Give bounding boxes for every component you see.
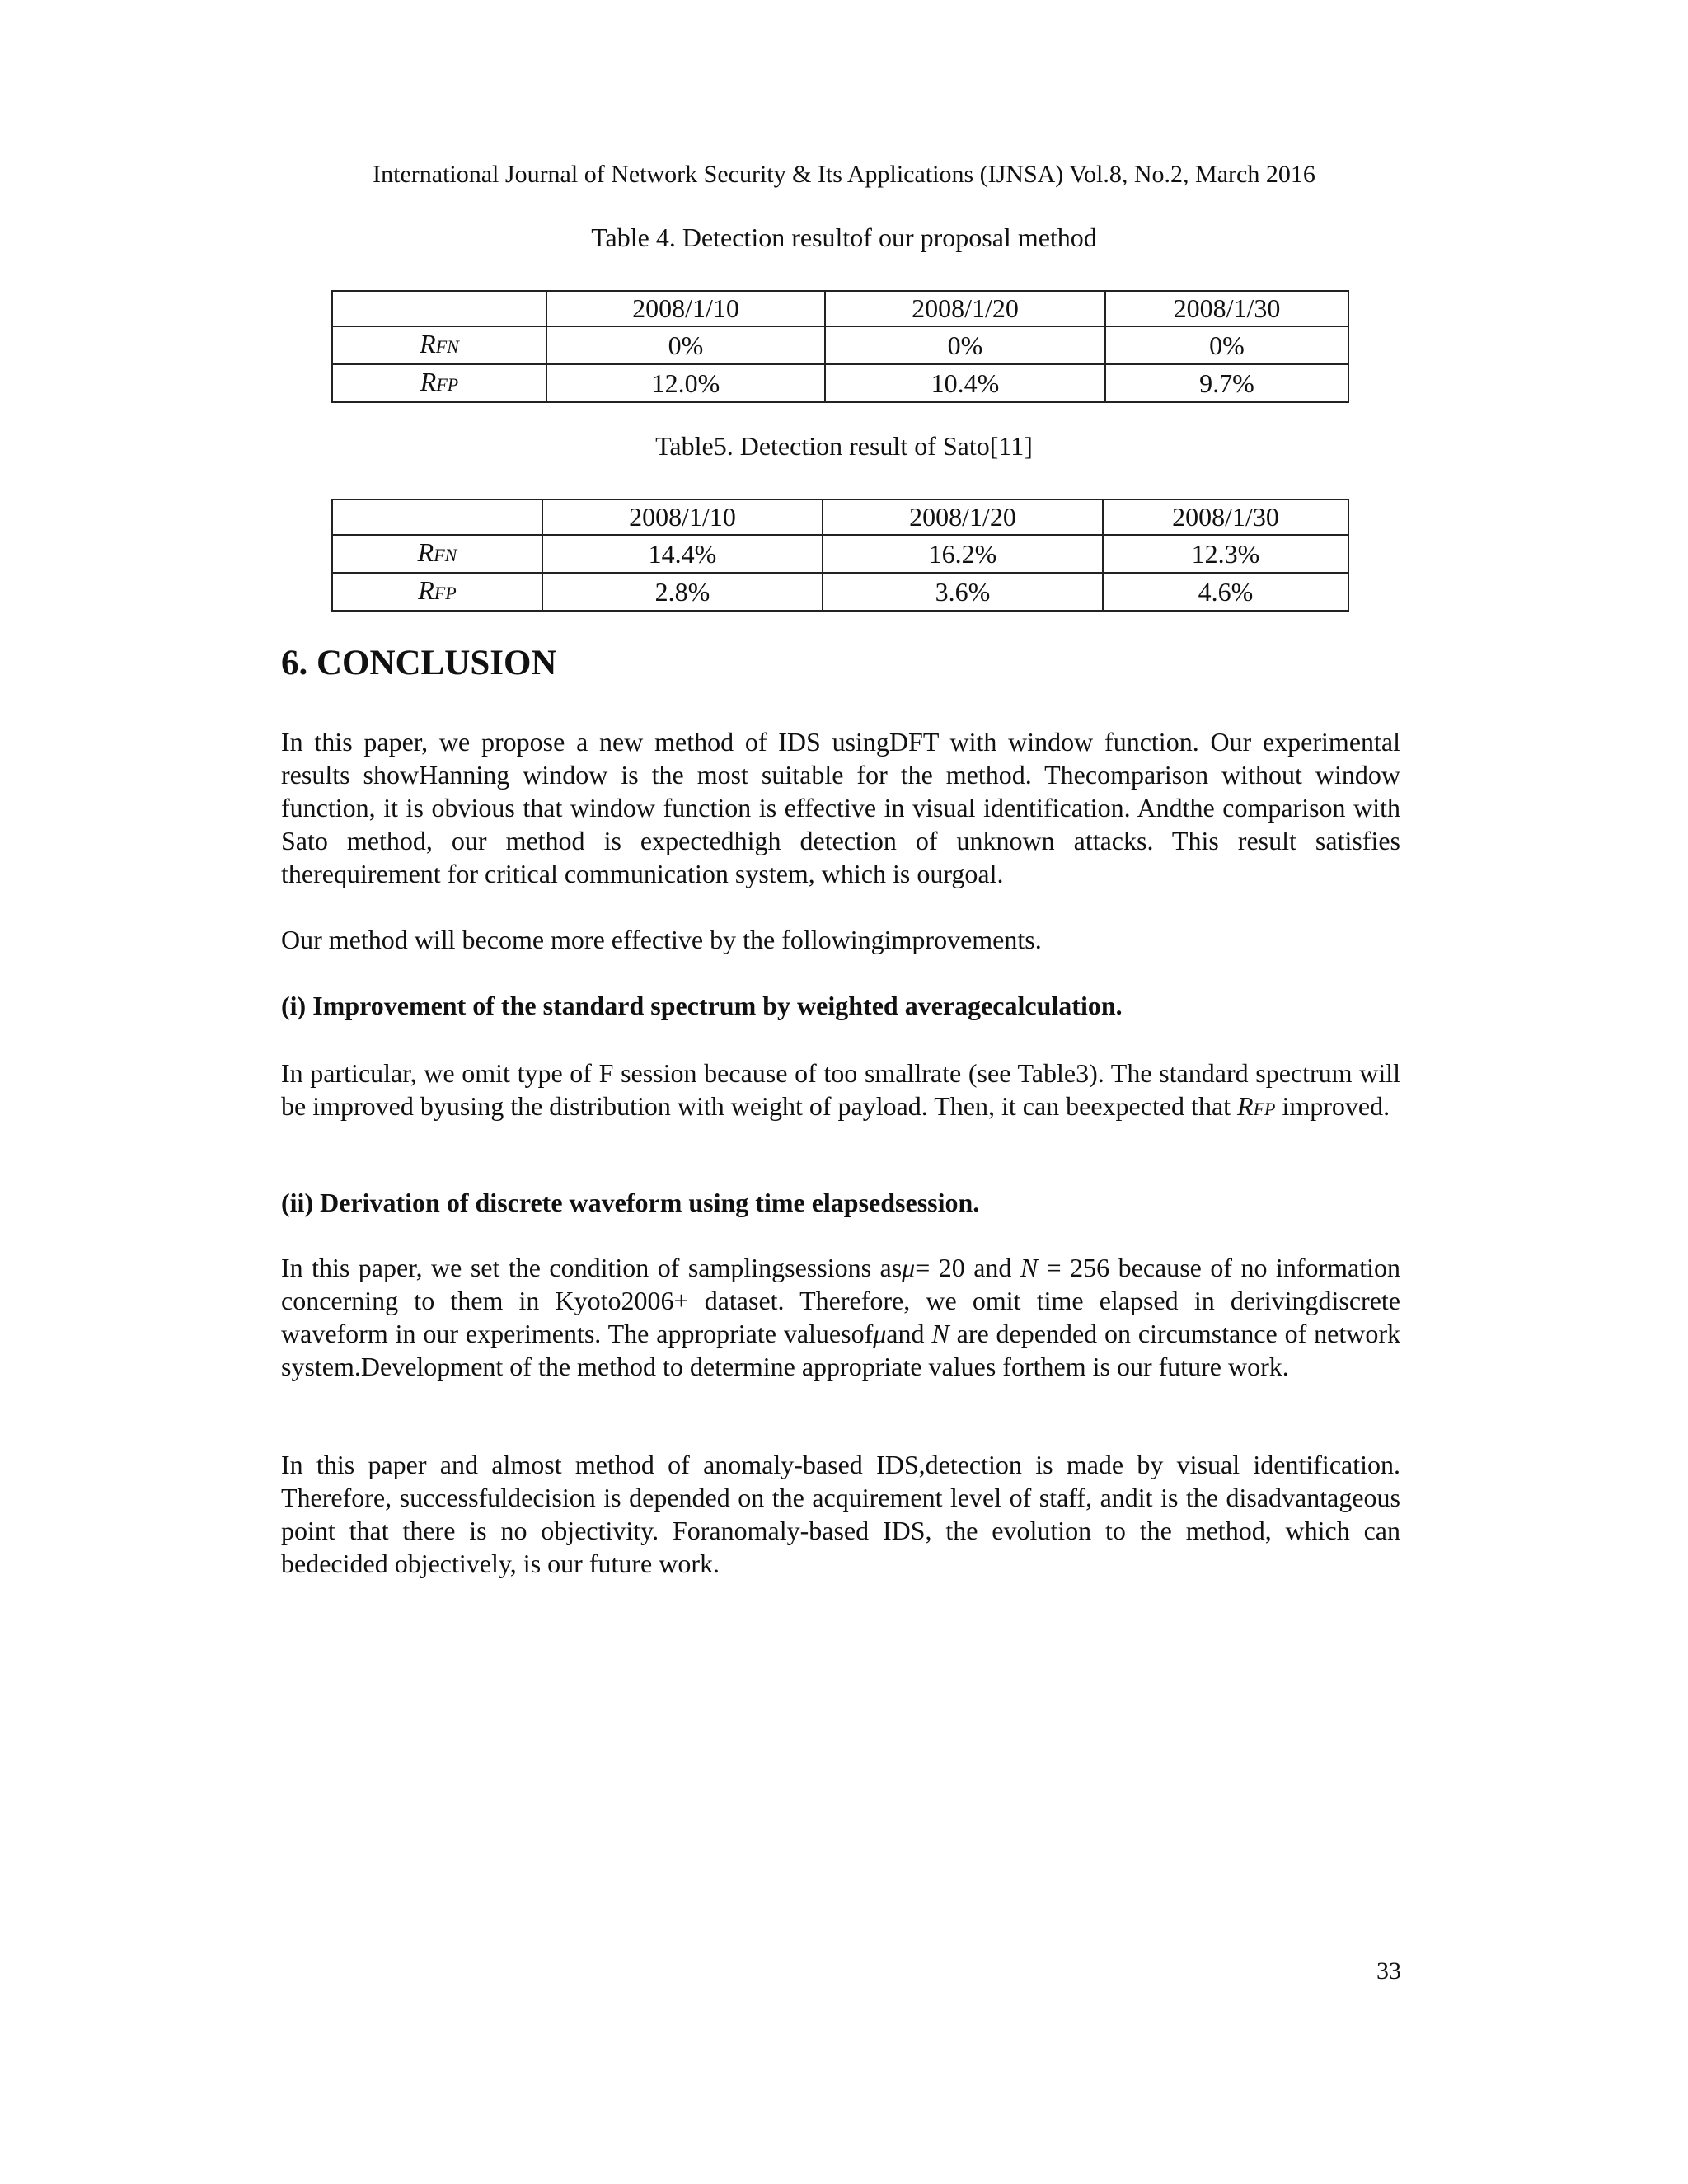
row-label-rfn: RFN: [332, 326, 546, 364]
table-cell: 10.4%: [825, 364, 1105, 402]
subheading: (ii) Derivation of discrete waveform using time elapsedsession.: [281, 1188, 980, 1217]
table-cell: 2.8%: [542, 573, 823, 611]
subheading: (i) Improvement of the standard spectrum by weighted averagecalculation.: [281, 991, 1123, 1020]
row-label-rfp: RFP: [332, 573, 542, 611]
paragraph: In this paper, we set the condition of samplingsessions asμ= 20 and N = 256 because of no information concerning to them in Kyoto2006+ dataset. Therefore, we omit time elapsed in derivingdiscrete waveform in our experiments. The appropriate valuesofμand N are depended on circumstance of network system.Development of the method to determine appropriate values forthem is our future work.: [281, 1253, 1401, 1381]
table-cell: 3.6%: [823, 573, 1103, 611]
table-cell: 0%: [825, 326, 1105, 364]
table-cell: [332, 291, 546, 326]
table-row: [332, 364, 1348, 402]
table4: [331, 290, 1349, 403]
running-header: International Journal of Network Security & Its Applications (IJNSA) Vol.8, No.2, March 2016: [373, 161, 1315, 188]
page-number: 33: [1376, 1957, 1401, 1985]
table5: [331, 499, 1349, 612]
table-column-header: 2008/1/10: [546, 291, 825, 326]
section-heading: 6. CONCLUSION: [281, 644, 557, 682]
row-label-rfn: RFN: [332, 535, 542, 573]
table-column-header: 2008/1/20: [823, 499, 1103, 535]
table-cell: 16.2%: [823, 535, 1103, 573]
table-cell: [332, 499, 542, 535]
paragraph: In this paper and almost method of anomaly-based IDS,detection is made by visual identification. Therefore, successfuldecision is depended on the acquirement level of staff, andit is the disadvantageous point that there is no objectivity. Foranomaly-based IDS, the evolution to the method, which can bedecided objectively, is our future work.: [281, 1450, 1400, 1578]
table-cell: 12.0%: [546, 364, 825, 402]
table-column-header: 2008/1/30: [1105, 291, 1348, 326]
table-column-header: 2008/1/20: [825, 291, 1105, 326]
table-row: [332, 573, 1348, 611]
table-cell: 12.3%: [1103, 535, 1348, 573]
table5-caption: Table5. Detection result of Sato[11]: [655, 431, 1033, 461]
table-row: [332, 535, 1348, 573]
table-column-header: 2008/1/30: [1103, 499, 1348, 535]
table-cell: 0%: [1105, 326, 1348, 364]
table-cell: 9.7%: [1105, 364, 1348, 402]
table-column-header: 2008/1/10: [542, 499, 823, 535]
table-cell: 0%: [546, 326, 825, 364]
table-header-row: [332, 499, 1348, 535]
paragraph: In this paper, we propose a new method of IDS usingDFT with window function. Our experimental results showHanning window is the most suitable for the method. Thecomparison without window function, it is obvious that window function is effective in visual identification. Andthe comparison with Sato method, our method is expectedhigh detection of unknown attacks. This result satisfies therequirement for critical communication system, which is ourgoal.: [281, 727, 1400, 888]
row-label-rfp: RFP: [332, 364, 546, 402]
table4-caption: Table 4. Detection resultof our proposal method: [591, 223, 1097, 252]
table-row: [332, 326, 1348, 364]
table-cell: 4.6%: [1103, 573, 1348, 611]
paragraph: In particular, we omit type of F session because of too smallrate (see Table3). The standard spectrum will be improved byusing the distribution with weight of payload. Then, it can beexpected that RFP improved.: [281, 1058, 1400, 1121]
table-cell: 14.4%: [542, 535, 823, 573]
paragraph: Our method will become more effective by the followingimprovements.: [281, 925, 1042, 954]
table-header-row: [332, 291, 1348, 326]
